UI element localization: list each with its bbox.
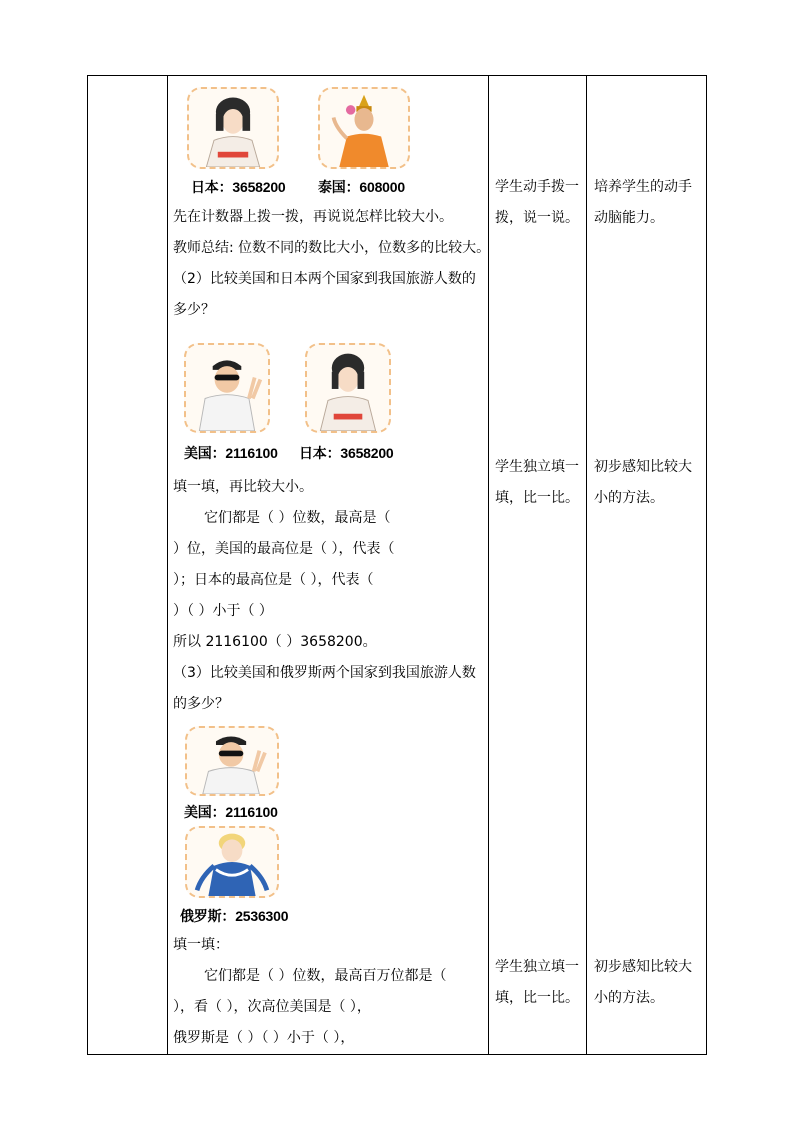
text-line: ）（ ）小于（ ） [173, 603, 273, 619]
text-line: 它们都是（ ）位数，最高是（ [204, 510, 391, 526]
text-line: ）；日本的最高位是（ ），代表（ [173, 572, 374, 588]
student-activity-text: 学生独立填一 [495, 459, 579, 475]
text-line: 多少？ [173, 302, 215, 318]
text-line: 填一填，再比较大小。 [173, 479, 313, 495]
caption-russia: 俄罗斯：2536300 [180, 908, 289, 924]
usa-figure-image [185, 726, 279, 796]
caption-japan: 日本：3658200 [191, 179, 286, 195]
text-line: 所以 2116100（ ）3658200。 [173, 634, 377, 650]
japan-figure-image [305, 343, 391, 433]
student-activity-text: 学生动手拨一 [495, 179, 579, 195]
purpose-text: 小的方法。 [594, 490, 664, 506]
purpose-text: 初步感知比较大 [594, 459, 692, 475]
column-divider [488, 76, 489, 1054]
caption-usa: 美国：2116100 [184, 804, 278, 820]
student-activity-text: 填，比一比。 [495, 990, 579, 1006]
purpose-text: 小的方法。 [594, 990, 664, 1006]
purpose-text: 培养学生的动手 [594, 179, 692, 195]
text-line: 它们都是（ ）位数，最高百万位都是（ [204, 968, 447, 984]
text-line: ），看（ ），次高位美国是（ ）， [173, 999, 371, 1015]
russia-figure-image [185, 826, 279, 898]
text-line: 填一填： [173, 937, 229, 953]
caption-thailand: 泰国：608000 [318, 179, 405, 195]
purpose-text: 初步感知比较大 [594, 959, 692, 975]
text-line: 先在计数器上拨一拨，再说说怎样比较大小。 [173, 209, 453, 225]
student-activity-text: 填，比一比。 [495, 490, 579, 506]
usa-figure-image [184, 343, 270, 433]
column-divider [586, 76, 587, 1054]
purpose-text: 动脑能力。 [594, 210, 664, 226]
text-line: ）位，美国的最高位是（ ），代表（ [173, 541, 395, 557]
caption-usa: 美国：2116100 [184, 445, 278, 461]
student-activity-text: 拨，说一说。 [495, 210, 579, 226]
text-line: 的多少？ [173, 696, 229, 712]
text-line: （3）比较美国和俄罗斯两个国家到我国旅游人数 [173, 665, 476, 681]
thailand-figure-image [318, 87, 410, 169]
column-divider [167, 76, 168, 1054]
japan-figure-image [187, 87, 279, 169]
text-line: 教师总结: 位数不同的数比大小，位数多的比较大。 [173, 240, 491, 256]
student-activity-text: 学生独立填一 [495, 959, 579, 975]
text-line: 俄罗斯是（ ）（ ）小于（ ）， [173, 1030, 355, 1046]
text-line: （2）比较美国和日本两个国家到我国旅游人数的 [173, 271, 476, 287]
caption-japan: 日本：3658200 [299, 445, 394, 461]
